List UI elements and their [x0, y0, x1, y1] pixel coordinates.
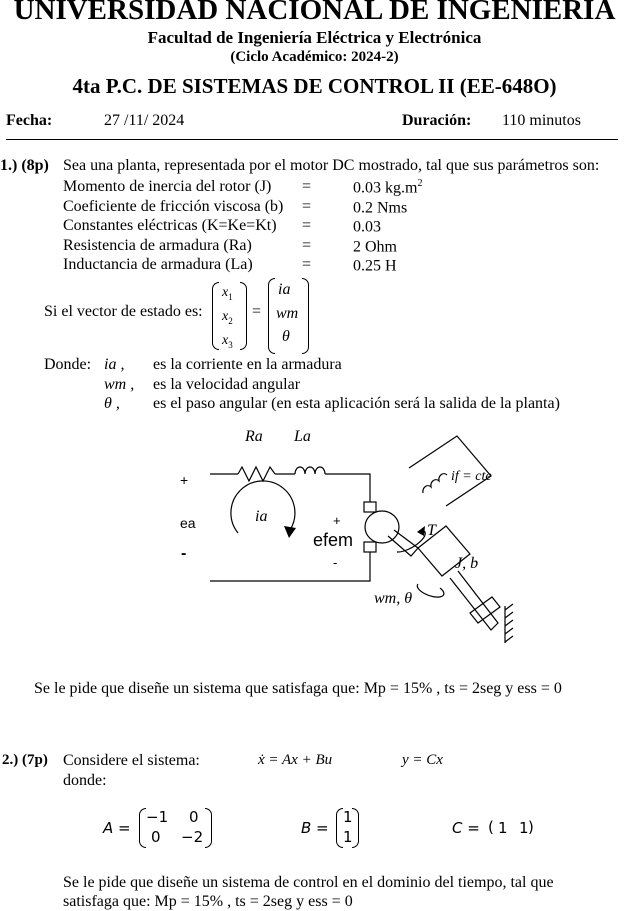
param-value-text: 0.03 kg.m	[353, 179, 418, 197]
param-value	[353, 178, 422, 197]
minus-ea: -	[181, 545, 187, 562]
rhs-left-paren	[268, 278, 275, 354]
param-value-text: 2 Ohm	[353, 237, 397, 255]
b-21: 1	[343, 828, 353, 846]
q2-intro: Considere el sistema:	[63, 752, 200, 769]
jb-label: J, b	[455, 555, 479, 572]
donde-description: es la velocidad angular	[153, 375, 301, 393]
ra-label: Ra	[245, 428, 263, 445]
q2-number: 2.) (7p)	[2, 752, 48, 768]
lhs-right-paren	[240, 282, 247, 350]
q2-requirement-line2: satisfaga que: Mp = 15% , ts = 2seg y ess = 0	[63, 893, 353, 910]
param-name: Momento de inercia del rotor (J)	[63, 178, 272, 195]
ea-label: ea	[180, 515, 196, 531]
b-11: 1	[343, 808, 353, 826]
q1-intro: Sea una planta, representada por el motor DC mostrado, tal que sus parámetros son:	[63, 157, 600, 174]
circuit-bottom-wire	[210, 552, 370, 581]
c-right-paren: )	[528, 818, 534, 836]
param-value-text: 0.2 Nms	[353, 198, 408, 216]
q2-requirement-line1: Se le pide que diseñe un sistema de control en el dominio del tiempo, tal que	[63, 874, 554, 891]
a-22: −2	[181, 828, 204, 846]
load-shaft	[450, 571, 498, 630]
param-equals: =	[302, 256, 312, 273]
a-right-paren	[205, 808, 212, 848]
param-equals: =	[302, 178, 312, 195]
if-cte-label: if = cte	[451, 469, 492, 484]
state-x3: $x_3$	[222, 333, 233, 350]
param-value-text: 0.03	[353, 218, 381, 236]
motor-armature	[365, 511, 399, 543]
state-theta: θ	[282, 328, 290, 345]
faculty-title: Facultad de Ingeniería Eléctrica y Electrónica	[147, 28, 482, 47]
param-equals: =	[302, 197, 312, 215]
ia-label: ia	[255, 508, 268, 525]
la-label: La	[294, 428, 311, 445]
donde-description: es el paso angular (en esta aplicación será la salida de la planta)	[153, 395, 560, 412]
minus-efem: -	[333, 555, 338, 570]
inductor-la	[295, 467, 325, 474]
q2-state-equation: ẋ = Ax + Bu	[258, 752, 333, 768]
param-value-exponent: 2	[417, 178, 423, 189]
q1-requirement: Se le pide que diseñe un sistema que satisfaga que: Mp = 15% , ts = 2seg y ess = 0	[34, 680, 562, 697]
motor-brush-bottom	[364, 542, 376, 552]
torque-arrowhead	[417, 526, 425, 536]
param-value	[353, 237, 397, 256]
plus-efem: +	[333, 513, 341, 528]
ground-hatch	[505, 604, 513, 642]
motor-shaft	[388, 530, 418, 556]
a-11: −1	[146, 808, 169, 826]
b-left-paren	[336, 808, 343, 848]
fecha-label: Fecha:	[6, 112, 53, 129]
matrix-b-label: B =	[301, 819, 329, 837]
param-name: Inductancia de armadura (La)	[63, 256, 253, 273]
c-12: 1	[519, 819, 529, 837]
param-value	[353, 217, 381, 236]
header-divider	[6, 139, 618, 140]
param-equals: =	[302, 236, 312, 254]
wm-arrow	[417, 584, 444, 597]
state-vector-label: Si el vector de estado es:	[44, 303, 203, 320]
param-value-text: 0.25 H	[353, 257, 397, 275]
donde-symbol: wm ,	[104, 375, 135, 393]
donde-symbol: θ ,	[104, 395, 120, 412]
donde-symbol: ia ,	[104, 356, 125, 373]
state-x2: $x_2$	[222, 309, 233, 326]
param-value	[353, 256, 397, 275]
resistor-ra	[238, 467, 275, 481]
matrix-a-label: A =	[103, 819, 131, 837]
state-ia: ia	[278, 281, 291, 298]
param-name: Constantes eléctricas (K=Ke=Kt)	[63, 217, 277, 234]
q2-output-equation: y = Cx	[402, 752, 443, 768]
q1-number: 1.) (8p)	[0, 157, 49, 174]
duracion-value: 110 minutos	[502, 112, 581, 129]
exam-title: 4ta P.C. DE SISTEMAS DE CONTROL II (EE-648O)	[72, 74, 557, 98]
motor-brush-top	[364, 502, 376, 512]
current-arrowhead	[284, 526, 296, 538]
state-equals: =	[252, 303, 262, 320]
state-x1: $x_1$	[222, 285, 233, 302]
fecha-value: 27 /11/ 2024	[104, 112, 185, 129]
a-left-paren	[139, 808, 146, 848]
a-12: 0	[189, 808, 199, 826]
c-left-paren: (	[488, 818, 494, 836]
param-equals: =	[302, 217, 312, 234]
param-name: Resistencia de armadura (Ra)	[63, 236, 252, 254]
torque-label: T	[427, 522, 436, 539]
cycle-label: (Ciclo Académico: 2024-2)	[230, 49, 399, 65]
state-wm: wm	[276, 305, 299, 322]
university-title: UNIVERSIDAD NACIONAL DE INGENIERIA	[13, 0, 616, 26]
field-coil	[423, 474, 447, 493]
lhs-left-paren	[212, 282, 219, 350]
matrix-c-label: C =	[452, 819, 480, 837]
donde-description: es la corriente en la armadura	[153, 356, 342, 373]
a-21: 0	[151, 828, 161, 846]
rhs-right-paren	[302, 278, 309, 354]
b-right-paren	[352, 808, 359, 848]
efem-label: efem	[313, 530, 354, 550]
plus-ea: +	[180, 472, 189, 488]
c-11: 1	[498, 819, 508, 837]
param-name: Coeficiente de fricción viscosa (b)	[63, 197, 284, 215]
duracion-label: Duración:	[402, 112, 472, 129]
circuit-right-wire	[325, 474, 370, 502]
wm-theta-label: wm, θ	[374, 590, 413, 607]
q2-donde: donde:	[63, 772, 107, 789]
param-value	[353, 198, 407, 217]
donde-label: Donde:	[44, 356, 92, 373]
